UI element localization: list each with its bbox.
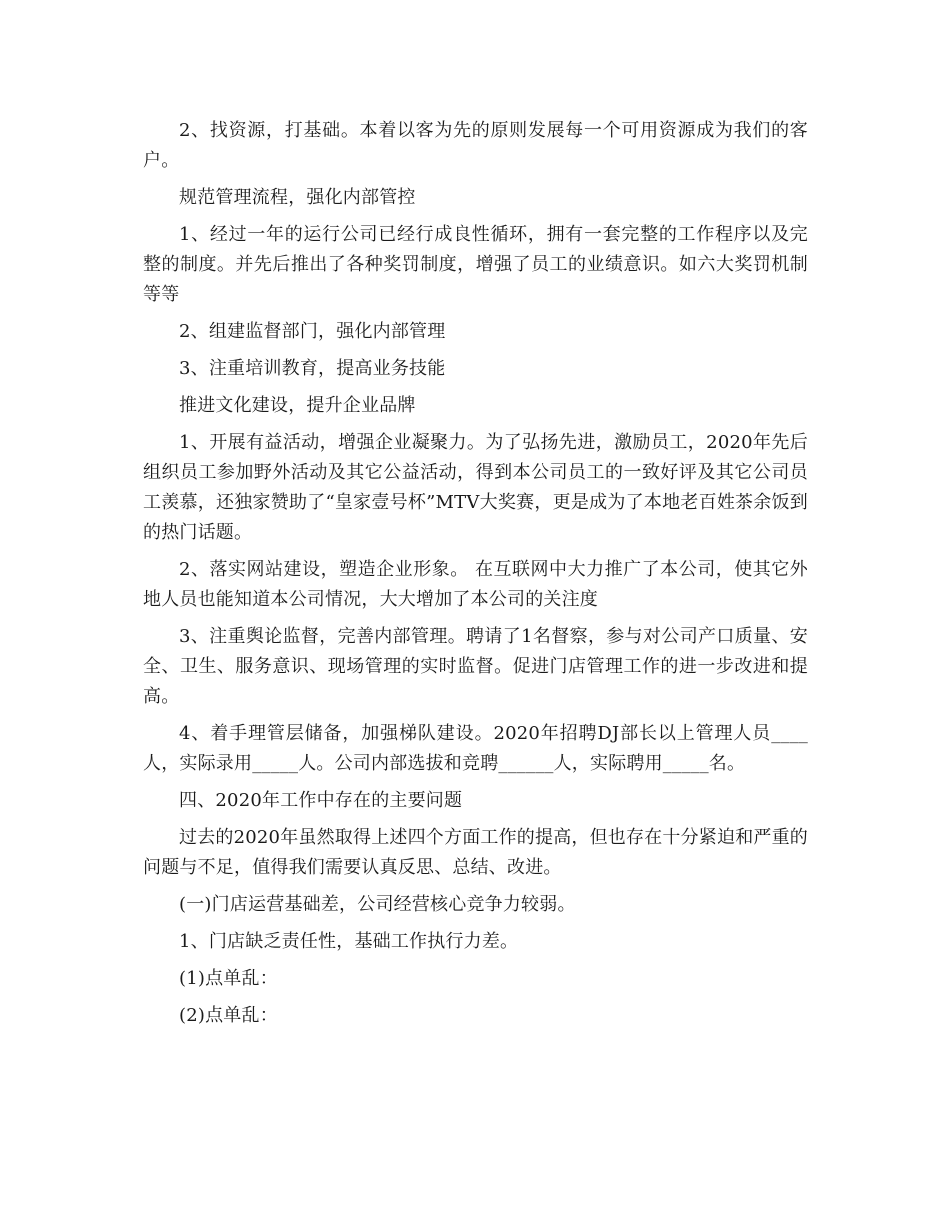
paragraph-website: 2、落实网站建设，塑造企业形象。 在互联网中大力推广了本公司，使其它外地人员也能知道本公司情况，大大增加了本公司的关注度 xyxy=(143,559,808,610)
list-item-order-1: (1)点单乱： xyxy=(179,968,278,989)
document-body xyxy=(143,116,808,1038)
section-heading-management: 规范管理流程，强化内部管控 xyxy=(179,187,416,208)
paragraph-training: 3、注重培训教育，提高业务技能 xyxy=(179,358,446,379)
section-heading-problems: 四、2020年工作中存在的主要问题 xyxy=(179,790,463,811)
paragraph-problem-one: (一)门店运营基础差，公司经营核心竞争力较弱。 xyxy=(179,894,576,915)
paragraph-supervision-dept: 2、组建监督部门，强化内部管理 xyxy=(179,321,446,342)
paragraph-problems-intro: 过去的2020年虽然取得上述四个方面工作的提高，但也存在十分紧迫和严重的问题与不足，值得我们需要认真反思、总结、改进。 xyxy=(143,827,809,878)
paragraph-responsibility: 1、门店缺乏责任性，基础工作执行力差。 xyxy=(179,931,519,952)
section-heading-culture: 推进文化建设，提升企业品牌 xyxy=(179,395,416,416)
paragraph-public-supervision: 3、注重舆论监督，完善内部管理。聘请了1名督察，参与对公司产口质量、安全、卫生、服务意识、现场管理的实时监督。促进门店管理工作的进一步改进和提高。 xyxy=(143,626,808,707)
paragraph-resources: 2、找资源，打基础。本着以客为先的原则发展每一个可用资源成为我们的客户。 xyxy=(143,120,808,171)
list-item-order-2: (2)点单乱： xyxy=(179,1005,278,1026)
paragraph-operation-cycle: 1、经过一年的运行公司已经行成良性循环，拥有一套完整的工作程序以及完整的制度。并先后推出了各种奖罚制度，增强了员工的业绩意识。如六大奖罚机制等等 xyxy=(143,224,808,305)
paragraph-talent-reserve: 4、着手理管层储备，加强梯队建设。2020年招聘DJ部长以上管理人员____人，实际录用_____人。公司内部选拔和竞聘______人，实际聘用_____名。 xyxy=(143,723,808,774)
paragraph-activities: 1、开展有益活动，增强企业凝聚力。为了弘扬先进，激励员工，2020年先后组织员工参加野外活动及其它公益活动，得到本公司员工的一致好评及其它公司员工羡慕，还独家赞助了“皇家壹号杯”MTV大奖赛，更是成为了本地老百姓茶余饭到的热门话题。 xyxy=(143,432,808,543)
